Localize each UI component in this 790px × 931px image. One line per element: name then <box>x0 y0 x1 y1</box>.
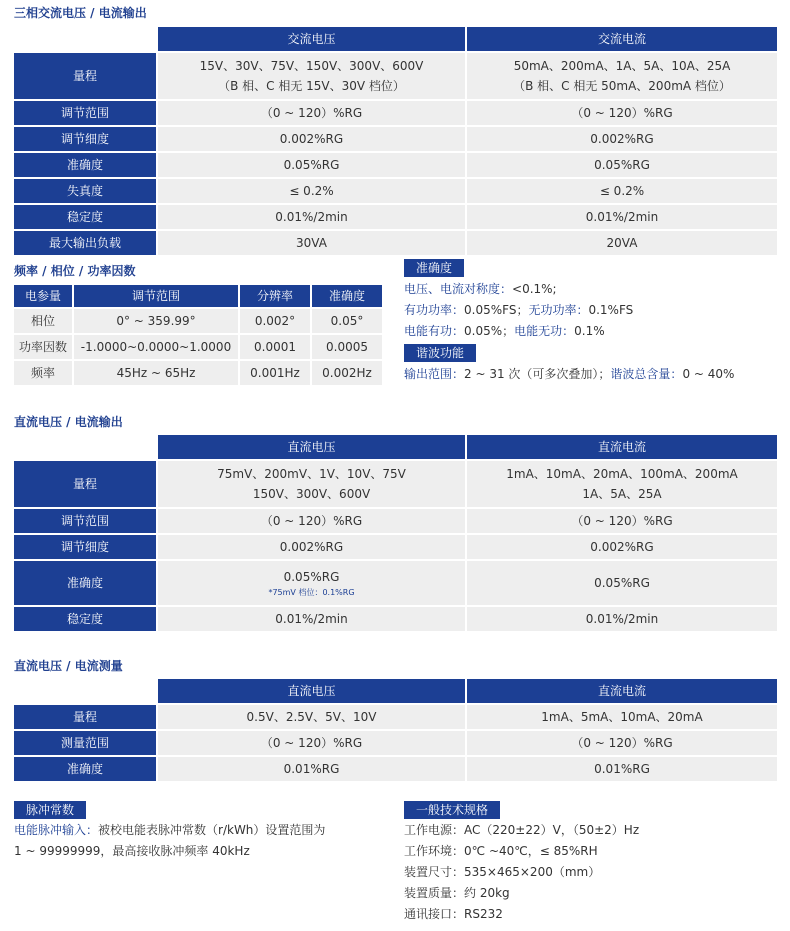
cell-value: 0.01%RG <box>158 757 465 781</box>
freq-cell: 相位 <box>14 309 72 333</box>
row-label: 量程 <box>14 53 156 99</box>
dc-output-table <box>12 433 779 633</box>
cell-value: （0 ~ 120）%RG <box>158 509 465 533</box>
accuracy-line-2: 有功功率：0.05%FS；无功功率：0.1%FS <box>404 303 634 317</box>
cell-value: （0 ~ 120）%RG <box>467 101 777 125</box>
freq-cell: 0.002° <box>240 309 310 333</box>
cell-value: 1mA、10mA、20mA、100mA、200mA 1A、5A、25A <box>467 461 777 507</box>
cell-value: 50mA、200mA、1A、5A、10A、25A （B 相、C 相无 50mA、200mA 档位） <box>467 53 777 99</box>
harmonic-tag: 谐波功能 <box>404 344 476 362</box>
cell-value: 1mA、5mA、10mA、20mA <box>467 705 777 729</box>
freq-cell: 0.0005 <box>312 335 382 359</box>
general-line: 工作环境：0℃ ~40℃，≤ 85%RH <box>404 844 598 858</box>
cell-value: 15V、30V、75V、150V、300V、600V （B 相、C 相无 15V、30V 档位） <box>158 53 465 99</box>
cell-value: （0 ~ 120）%RG <box>467 509 777 533</box>
cell-value: 0.002%RG <box>158 127 465 151</box>
header-dc-current: 直流电流 <box>467 679 777 703</box>
freq-header: 准确度 <box>312 285 382 307</box>
footnote: *75mV 档位：0.1%RG <box>268 588 355 597</box>
header-dc-voltage: 直流电压 <box>158 435 465 459</box>
dc-measure-title: 直流电压 / 电流测量 <box>14 659 123 673</box>
cell-value: （0 ~ 120）%RG <box>158 731 465 755</box>
freq-cell: -1.0000~0.0000~1.0000 <box>74 335 238 359</box>
cell-value: 75mV、200mV、1V、10V、75V 150V、300V、600V <box>158 461 465 507</box>
row-label: 调节细度 <box>14 535 156 559</box>
header-ac-current: 交流电流 <box>467 27 777 51</box>
row-label: 失真度 <box>14 179 156 203</box>
cell-value: 0.5V、2.5V、5V、10V <box>158 705 465 729</box>
row-label: 调节细度 <box>14 127 156 151</box>
cell-value: 0.05%RG <box>467 561 777 605</box>
row-label: 量程 <box>14 461 156 507</box>
freq-header: 分辨率 <box>240 285 310 307</box>
accuracy-line-3: 电能有功：0.05%；电能无功：0.1% <box>404 324 605 338</box>
cell-value: 30VA <box>158 231 465 255</box>
cell-value: 0.05%RG <box>467 153 777 177</box>
row-label: 调节范围 <box>14 509 156 533</box>
cell-value: 0.01%RG <box>467 757 777 781</box>
cell-value: ≤ 0.2% <box>467 179 777 203</box>
cell-value: 0.01%/2min <box>467 205 777 229</box>
cell-value: 0.002%RG <box>158 535 465 559</box>
freq-title: 频率 / 相位 / 功率因数 <box>14 264 136 278</box>
cell-value: 0.05%RG <box>158 153 465 177</box>
row-label: 稳定度 <box>14 607 156 631</box>
pulse-line-2: 1 ~ 99999999，最高接收脉冲频率 40kHz <box>14 844 250 858</box>
cell-value: 0.002%RG <box>467 535 777 559</box>
ac-output-table <box>12 25 779 257</box>
general-line: 装置尺寸：535×465×200（mm） <box>404 865 601 879</box>
header-ac-voltage: 交流电压 <box>158 27 465 51</box>
freq-header: 调节范围 <box>74 285 238 307</box>
pulse-tag: 脉冲常数 <box>14 801 86 819</box>
dc-measure-table <box>12 677 779 783</box>
row-label: 调节范围 <box>14 101 156 125</box>
freq-cell: 0.001Hz <box>240 361 310 385</box>
cell-value: 0.01%/2min <box>467 607 777 631</box>
cell-value: 0.05%RG *75mV 档位：0.1%RG <box>158 561 465 605</box>
row-label: 量程 <box>14 705 156 729</box>
row-label: 测量范围 <box>14 731 156 755</box>
row-label: 稳定度 <box>14 205 156 229</box>
accuracy-tag: 准确度 <box>404 259 464 277</box>
pulse-line-1: 电能脉冲输入：被校电能表脉冲常数（r/kWh）设置范围为 <box>14 823 326 837</box>
freq-cell: 0.0001 <box>240 335 310 359</box>
general-tag: 一般技术规格 <box>404 801 500 819</box>
row-label: 准确度 <box>14 757 156 781</box>
dc-output-title: 直流电压 / 电流输出 <box>14 415 123 429</box>
cell-value: 0.01%/2min <box>158 607 465 631</box>
general-line: 通讯接口：RS232 <box>404 907 503 921</box>
accuracy-line-1: 电压、电流对称度：<0.1%; <box>404 282 557 296</box>
cell-value: 20VA <box>467 231 777 255</box>
cell-value: 0.01%/2min <box>158 205 465 229</box>
row-label: 准确度 <box>14 561 156 605</box>
cell-value: 0.002%RG <box>467 127 777 151</box>
freq-cell: 0° ~ 359.99° <box>74 309 238 333</box>
freq-cell: 频率 <box>14 361 72 385</box>
freq-header: 电参量 <box>14 285 72 307</box>
row-label: 准确度 <box>14 153 156 177</box>
ac-output-title: 三相交流电压 / 电流输出 <box>14 6 147 20</box>
general-line: 装置质量：约 20kg <box>404 886 510 900</box>
freq-cell: 45Hz ~ 65Hz <box>74 361 238 385</box>
cell-value: （0 ~ 120）%RG <box>467 731 777 755</box>
row-label: 最大输出负载 <box>14 231 156 255</box>
cell-value: ≤ 0.2% <box>158 179 465 203</box>
harmonic-line: 输出范围：2 ~ 31 次（可多次叠加）；谐波总含量：0 ~ 40% <box>404 367 735 381</box>
freq-cell: 0.002Hz <box>312 361 382 385</box>
header-dc-voltage: 直流电压 <box>158 679 465 703</box>
freq-table <box>12 283 384 387</box>
general-line: 工作电源：AC（220±22）V，（50±2）Hz <box>404 823 640 837</box>
freq-cell: 0.05° <box>312 309 382 333</box>
header-dc-current: 直流电流 <box>467 435 777 459</box>
freq-cell: 功率因数 <box>14 335 72 359</box>
cell-value: （0 ~ 120）%RG <box>158 101 465 125</box>
